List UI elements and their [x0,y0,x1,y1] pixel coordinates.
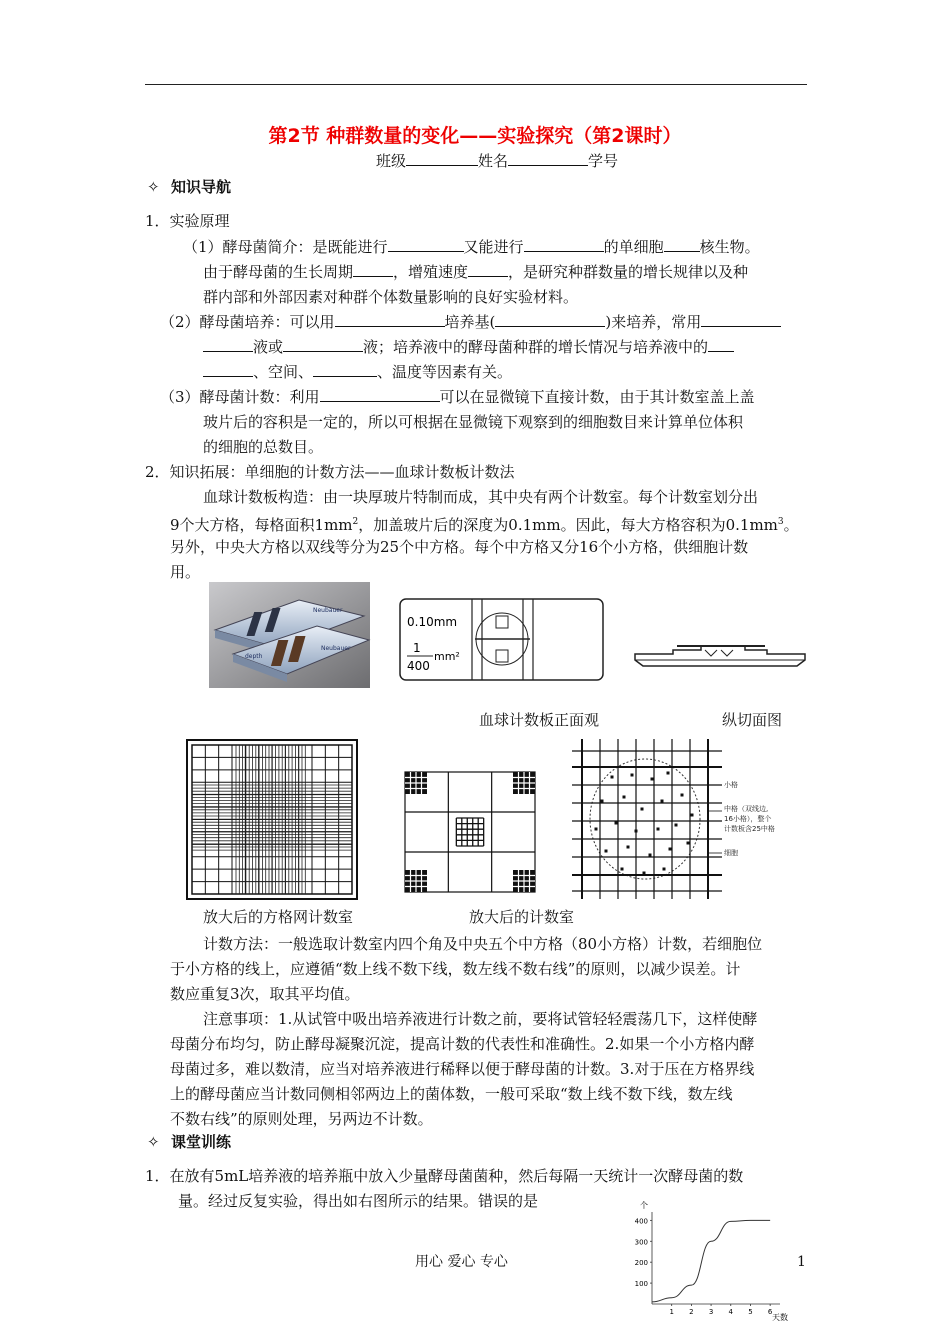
para-1-3: 群内部和外部因素对种群个体数量影响的良好实验材料。 [203,288,579,306]
blank[interactable] [203,337,253,352]
text: 液或 [253,338,284,356]
para-5-1: 计数方法：一般选取计数室内四个角及中央五个中方格（80小方格）计数，若细胞位 [203,935,763,953]
blank[interactable] [524,237,604,252]
header-rule [145,84,807,85]
blank[interactable] [664,237,700,252]
section-title: 课堂训练 [171,1133,232,1151]
caption-room: 放大后的计数室 [469,908,575,926]
para-1-heading: 1．实验原理 [145,212,230,230]
class-field[interactable] [406,151,478,166]
para-1-1 [183,236,760,258]
section-knowledge [147,176,231,198]
text: ，是研究种群数量的增长规律以及种 [508,263,749,281]
diamond-icon: ✧ [147,1133,160,1151]
text: 由于酵母菌的生长周期 [203,263,354,281]
student-info-line [376,150,618,172]
para-4-heading: 2．知识拓展：单细胞的计数方法——血球计数板计数法 [145,463,515,481]
cell-dot [615,822,618,825]
blank[interactable] [388,237,464,252]
x-tick-label: 4 [728,1308,734,1316]
slide-area-num: 1 [413,641,421,655]
cell-dot [627,846,630,849]
slide-width-label: 0.10mm [407,615,458,629]
caption-section-view: 纵切面图 [722,711,783,729]
cell-dot [595,828,598,831]
class-label: 班级 [376,152,407,170]
label-mid-grid-1: 中格（双线边, [724,805,769,813]
blank[interactable] [353,262,393,277]
cell-dot [643,872,646,875]
text: （2）酵母菌培养：可以用 [160,313,335,331]
para-1-2 [203,261,748,283]
x-tick-label: 5 [748,1308,753,1316]
cell-dot [667,772,670,775]
cell-count-figure [572,739,775,901]
section-practice [147,1131,231,1153]
diamond-icon: ✧ [147,178,160,196]
blank[interactable] [313,362,377,377]
text: 9个大方格，每格面积1mm [170,516,353,534]
name-field[interactable] [508,151,588,166]
slide-section-view [633,640,808,670]
growth-chart [630,1198,790,1322]
cell-dot [621,868,624,871]
footer-text: 用心 爱心 专心 [415,1254,508,1270]
svg-text:Neubauer: Neubauer [321,645,351,652]
para-2-1 [160,311,781,333]
text: 液；培养液中的酵母菌种群的增长情况与培养液中的 [363,338,709,356]
question-1-line-2: 量。经过反复实验，得出如右图所示的结果。错误的是 [178,1192,539,1210]
text: 的单细胞 [603,238,664,256]
text: 培养基( [444,313,496,331]
para-4-2: 9个大方格，每格面积$1mm^2$，加盖玻片后的深度为0.1mm。因此，每大方格容积为$0.1mm^3$。 [170,516,799,534]
blank[interactable] [701,312,781,327]
text: （1）酵母菌简介：是既能进行 [183,238,388,256]
para-2-3 [203,361,512,383]
label-small-grid: 小格 [724,781,738,789]
y-tick-label: 200 [634,1259,648,1268]
para-5-2: 于小方格的线上，应遵循“数上线不数下线，数左线不数右线”的原则，以减少误差。计 [170,960,741,978]
text: ，增殖速度 [393,263,469,281]
y-tick-label: 400 [634,1217,648,1226]
label-mid-grid-3: 计数板含25中格 [724,825,775,833]
x-tick-label: 6 [767,1308,773,1316]
text: 、空间、 [253,363,314,381]
blank[interactable] [283,337,363,352]
cell-dot [605,850,608,853]
blank[interactable] [320,387,440,402]
text: ，加盖玻片后的深度为0.1mm。因此，每大方格容积为0.1mm [358,516,778,534]
para-4-1: 血球计数板构造：由一块厚玻片特制而成，其中央有两个计数室。每个计数室划分出 [203,488,759,506]
page-number: 1 [797,1254,806,1270]
x-tick-label: 3 [708,1308,714,1316]
para-6-4: 上的酵母菌应当计数同侧相邻两边上的菌体数，一般可采取“数上线不数下线，数左线 [170,1085,733,1103]
cell-dot [691,814,694,817]
text: )来培养，常用 [605,313,702,331]
para-4-3: 另外，中央大方格以双线等分为25个中方格。每个中方格又分16个小方格，供细胞计数 [170,538,749,556]
id-label: 学号 [588,152,619,170]
para-6-5: 不数右线”的原则处理，另两边不计数。 [170,1110,433,1128]
para-3-2: 玻片后的容积是一定的，所以可根据在显微镜下观察到的细胞数目来计算单位体积 [203,413,744,431]
para-6-1: 注意事项：1.从试管中吸出培养液进行计数之前，要将试管轻轻震荡几下，这样使酵 [203,1010,758,1028]
para-3-3: 的细胞的总数目。 [203,438,324,456]
cell-dot [675,824,678,827]
label-mid-grid-2: 16小格），整个 [724,815,772,823]
cell-dot [681,794,684,797]
text: （3）酵母菌计数：利用 [160,388,320,406]
section-title: 知识导航 [171,178,232,196]
caption-grid: 放大后的方格网计数室 [203,908,354,926]
cell-dot [657,828,660,831]
cell-dot [687,842,690,845]
name-label: 姓名 [478,152,509,170]
y-tick-label: 100 [634,1280,648,1289]
para-6-2: 母菌分布均匀，防止酵母凝聚沉淀，提高计数的代表性和准确性。2.如果一个小方格内酵 [170,1035,755,1053]
text: 核生物。 [699,238,760,256]
slide-front-view [399,598,605,682]
blank[interactable] [468,262,508,277]
para-4-4: 用。 [170,563,201,581]
text: 又能进行 [463,238,524,256]
cell-dot [631,774,634,777]
svg-text:Neubauer: Neubauer [313,607,343,614]
cell-dot [669,848,672,851]
cell-dot [635,830,638,833]
cell-dot [649,854,652,857]
para-6-3: 母菌过多，难以数清，应当对培养液进行稀释以便于酵母菌的计数。3.对于压在方格界线 [170,1060,755,1078]
cell-dot [661,800,664,803]
growth-curve [652,1220,770,1302]
cell-dot [623,796,626,799]
caption-front-view: 血球计数板正面观 [479,711,600,729]
para-5-3: 数应重复3次，取其平均值。 [170,985,360,1003]
cell-dot [651,778,654,781]
enlarged-grid-figure [186,739,358,900]
text: 可以在显微镜下直接计数，由于其计数室盖上盖 [439,388,755,406]
blank[interactable] [335,312,445,327]
enlarged-room-figure [403,770,537,894]
chart-xlabel: 天数 [772,1313,788,1322]
cell-dot [601,800,604,803]
slide-area-unit: mm² [434,650,460,663]
y-tick-label: 300 [634,1238,648,1247]
cell-dot [663,868,666,871]
blank[interactable] [495,312,605,327]
chart-ylabel: 个 [640,1201,648,1210]
svg-text:depth: depth [245,653,263,660]
slide-area-den: 400 [407,659,430,673]
page-title: 第2节 种群数量的变化——实验探究（第2课时） [268,125,682,147]
hemocytometer-photo [209,582,370,688]
text: 、温度等因素有关。 [377,363,513,381]
x-tick-label: 2 [689,1308,694,1316]
x-tick-label: 1 [669,1308,674,1316]
text: 。 [783,516,799,534]
cell-dot [641,808,644,811]
cell-dot [611,776,614,779]
label-cell: 细胞 [724,849,738,857]
question-1-line-1: 1．在放有5mL培养液的培养瓶中放入少量酵母菌菌种，然后每隔一天统计一次酵母菌的数 [145,1167,744,1185]
para-3-1 [160,386,755,408]
blank[interactable] [708,337,734,352]
para-2-2 [203,336,734,358]
blank[interactable] [203,362,253,377]
